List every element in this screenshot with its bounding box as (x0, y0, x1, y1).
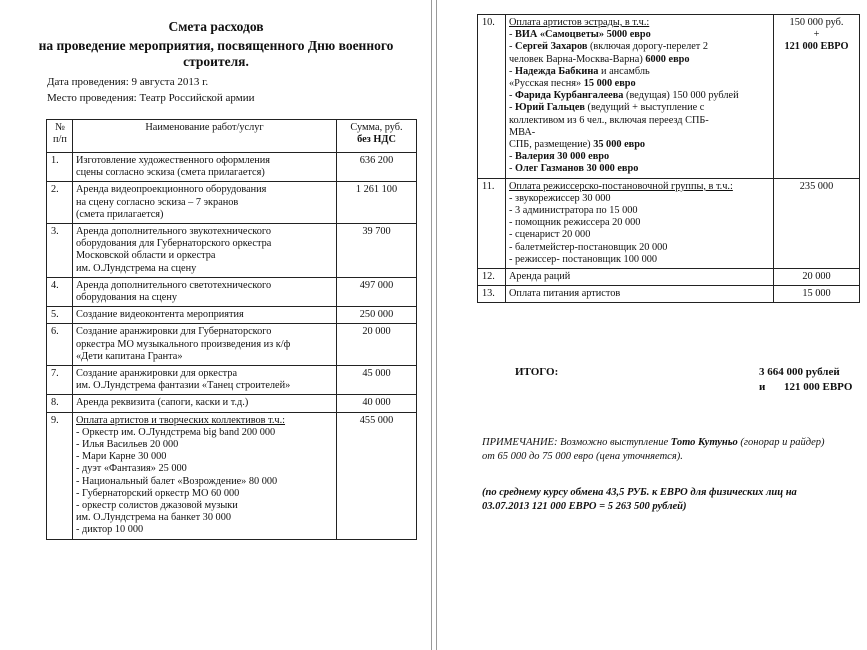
row-number: 10. (478, 15, 506, 179)
row-description-line: Оплата артистов эстрады, в т.ч.: (509, 17, 650, 28)
total-label: ИТОГО: (515, 366, 559, 378)
row-amount: 235 000 (774, 178, 860, 268)
table-row (47, 395, 417, 412)
header-name-text: Наименование работ/услуг (145, 122, 264, 133)
row-amount: 250 000 (337, 307, 417, 324)
row-description (506, 269, 774, 286)
row-description (73, 324, 337, 366)
row-description (73, 412, 337, 539)
header-num (47, 120, 73, 153)
table-row (478, 178, 860, 268)
row-description-line: МВА- (509, 126, 536, 138)
row-description-line: человек Варна-Москва-Варна) 6000 евро (509, 53, 690, 65)
row-number: 3. (47, 224, 73, 278)
row-description-line: - ВИА «Самоцветы» 5000 евро (509, 29, 651, 41)
row-description-line: им. О.Лундстрема фантазии «Танец строителей» (76, 380, 291, 392)
row-description-line: им. О.Лундстрема на сцену (76, 262, 197, 274)
header-sum-line1: Сумма, руб. (350, 122, 403, 133)
row-description-line: - Олег Газманов 30 000 евро (509, 163, 639, 175)
row-description-line: - Сергей Захаров (включая дорогу-перелет 2 (509, 41, 709, 53)
table-row (47, 153, 417, 182)
row-description-line: - балетмейстер-постановщик 20 000 (509, 241, 668, 253)
row-description-line: Оплата артистов и творческих коллективов т.ч.: (76, 414, 286, 426)
row-description-line: оркестра МО музыкального произведения из к/ф (76, 338, 291, 350)
row-description-line: сцены согласно эскиза (смета прилагается) (76, 167, 265, 179)
row-description-line: - Юрий Гальцев (ведущий + выступление с (509, 102, 705, 114)
row-description (73, 277, 337, 306)
row-description-line: Оплата питания артистов (509, 288, 621, 300)
row-number: 8. (47, 395, 73, 412)
row-description-line: - Национальный балет «Возрождение» 80 000 (76, 475, 278, 487)
row-number: 4. (47, 277, 73, 306)
row-description (506, 15, 774, 179)
row-amount: 15 000 (774, 286, 860, 303)
row-description (73, 307, 337, 324)
row-number: 1. (47, 153, 73, 182)
row-amount-line: 121 000 ЕВРО (784, 41, 849, 53)
header-num-line1: № (55, 122, 65, 133)
row-number: 7. (47, 366, 73, 395)
table-row (47, 277, 417, 306)
table-header-row (47, 120, 417, 153)
row-description (73, 395, 337, 412)
note-toto-name: Тото Кутуньо (670, 437, 738, 448)
total-rubles: 3 664 000 рублей (759, 366, 840, 378)
row-description-line: - дуэт «Фантазия» 25 000 (76, 463, 187, 475)
note-toto-c: (гонорар и райдер) (737, 437, 825, 448)
table-row (47, 224, 417, 278)
row-description-line: оборудования для Губернаторского оркестра (76, 238, 272, 250)
note-toto-price: от 65 000 до 75 000 евро (цена уточняется). (482, 450, 683, 462)
row-amount: 20 000 (337, 324, 417, 366)
row-description-line: им. О.Лундстрема на банкет 30 000 (76, 512, 231, 524)
row-description-line: Аренда раций (509, 271, 571, 283)
event-date: Дата проведения: 9 августа 2013 г. (47, 76, 209, 88)
note-toto (482, 436, 862, 463)
row-number: 11. (478, 178, 506, 268)
row-amount: 45 000 (337, 366, 417, 395)
row-number: 12. (478, 269, 506, 286)
expense-table-left (46, 119, 417, 540)
row-description-line: Аренда дополнительного звукотехнического (76, 226, 272, 238)
table-row (478, 286, 860, 303)
row-description-line: на сцену согласно эскиза – 7 экранов (76, 196, 239, 208)
table-row (47, 307, 417, 324)
row-description (73, 366, 337, 395)
note-exchange-line1: (по среднему курсу обмена 43,5 РУБ. к ЕВРО для физических лиц на (482, 487, 797, 498)
row-description (73, 182, 337, 224)
row-amount (774, 15, 860, 179)
row-number: 9. (47, 412, 73, 539)
row-amount: 497 000 (337, 277, 417, 306)
row-description-line: - Мари Карне 30 000 (76, 451, 167, 463)
row-description-line: СПБ, размещение) 35 000 евро (509, 139, 646, 151)
table-row (47, 324, 417, 366)
row-description-line: Создание аранжировки для Губернаторского (76, 326, 272, 338)
row-amount-line: 150 000 руб. (789, 17, 844, 28)
header-num-line2: п/п (53, 134, 67, 146)
row-description-line: Московской области и оркестра (76, 250, 216, 262)
row-description-line: - Оркестр им. О.Лундстрема big band 200 000 (76, 426, 276, 438)
note-toto-a: ПРИМЕЧАНИЕ: Возможно выступление (482, 437, 671, 448)
table-row (47, 182, 417, 224)
row-description-line: оборудования на сцену (76, 292, 178, 304)
row-description-line: (смета прилагается) (76, 208, 164, 220)
row-amount: 20 000 (774, 269, 860, 286)
row-amount: 40 000 (337, 395, 417, 412)
row-description-line: Аренда реквизита (сапоги, каски и т.д.) (76, 397, 249, 409)
row-description (73, 153, 337, 182)
doc-subtitle-cont: строителя. (183, 54, 249, 69)
row-description (506, 286, 774, 303)
doc-title: Смета расходов (168, 19, 264, 34)
expense-table-right (477, 14, 860, 303)
right-page (436, 0, 867, 650)
row-description-line: Изготовление художественного оформления (76, 155, 271, 166)
row-amount: 455 000 (337, 412, 417, 539)
note-exchange-line2: 03.07.2013 121 000 ЕВРО = 5 263 500 рублей) (482, 500, 687, 512)
table-row (47, 366, 417, 395)
row-description-line: «Дети капитана Гранта» (76, 350, 183, 362)
left-page (0, 0, 432, 650)
row-description-line: - помощник режиссера 20 000 (509, 217, 641, 229)
doc-subtitle: на проведение мероприятия, посвященного Дню военного (38, 38, 394, 53)
row-amount: 39 700 (337, 224, 417, 278)
row-number: 5. (47, 307, 73, 324)
header-sum-line2: без НДС (357, 134, 396, 146)
row-description-line: - Фарида Курбангалеева (ведущая) 150 000 рублей (509, 90, 739, 102)
row-description-line: - режиссер- постановщик 100 000 (509, 253, 658, 265)
row-description-line: Аренда дополнительного светотехнического (76, 279, 272, 291)
row-description-line: Создание видеоконтента мероприятия (76, 309, 244, 321)
header-name (73, 120, 337, 153)
row-amount: 636 200 (337, 153, 417, 182)
row-description-line: - сценарист 20 000 (509, 229, 591, 241)
row-description-line: - звукорежиссер 30 000 (509, 192, 611, 204)
row-description-line: «Русская песня» 15 000 евро (509, 78, 636, 90)
event-place: Место проведения: Театр Российской армии (47, 92, 255, 104)
table-row (47, 412, 417, 539)
row-description-line: - оркестр солистов джазовой музыки (76, 500, 238, 512)
row-description-line: Аренда видеопроекционного оборудования (76, 184, 267, 196)
row-description (73, 224, 337, 278)
note-exchange (482, 486, 862, 513)
table-row (478, 269, 860, 286)
row-description-line: - Надежда Бабкина и ансамбль (509, 65, 650, 77)
total-euro: 121 000 ЕВРО (784, 381, 853, 393)
row-description-line: - Илья Васильев 20 000 (76, 439, 179, 451)
row-number: 13. (478, 286, 506, 303)
row-description-line: коллективом из 6 чел., включая переезд СПБ- (509, 114, 709, 126)
row-description-line: - 3 администратора по 15 000 (509, 205, 638, 217)
row-description-line: - Валерия 30 000 евро (509, 151, 610, 163)
total-and: и (759, 381, 766, 393)
table-row (478, 15, 860, 179)
row-description (506, 178, 774, 268)
row-number: 2. (47, 182, 73, 224)
row-amount: 1 261 100 (337, 182, 417, 224)
row-description-line: Создание аранжировки для оркестра (76, 368, 238, 380)
row-number: 6. (47, 324, 73, 366)
header-sum (337, 120, 417, 153)
row-description-line: - Губернаторский оркестр МО 60 000 (76, 487, 240, 499)
row-amount-line: + (813, 29, 820, 41)
row-description-line: - диктор 10 000 (76, 524, 144, 536)
row-description-line: Оплата режиссерско-постановочной группы, в т.ч.: (509, 180, 733, 192)
